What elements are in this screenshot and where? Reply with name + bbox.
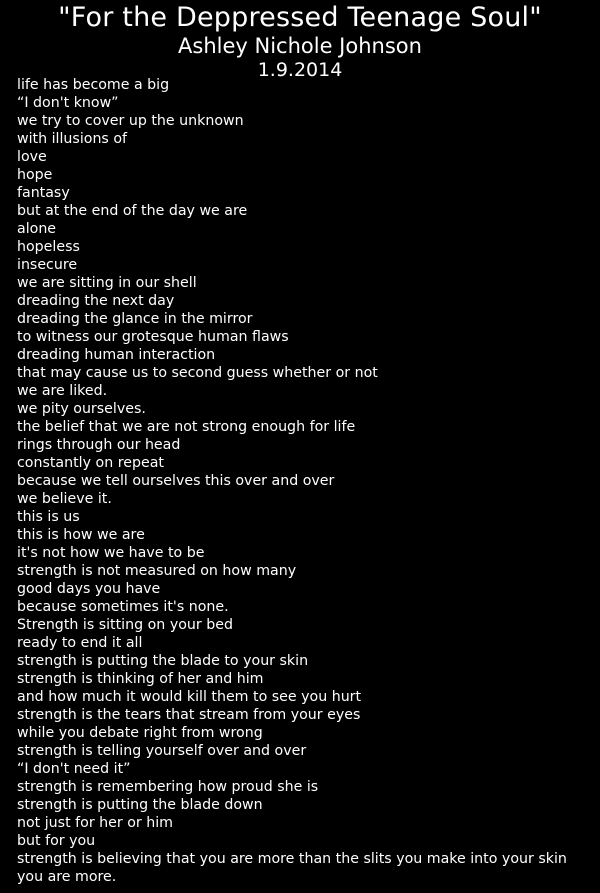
poem-line: the belief that we are not strong enough for life (17, 419, 356, 435)
poem-line: because we tell ourselves this over and over (17, 473, 335, 489)
poem-line: “I don't know” (17, 95, 119, 111)
poem-line: we pity ourselves. (17, 401, 146, 417)
poem-line: and how much it would kill them to see you hurt (17, 689, 362, 705)
poem-line: Strength is sitting on your bed (17, 617, 233, 633)
poem-line: good days you have (17, 581, 161, 597)
poem-line: because sometimes it's none. (17, 599, 229, 615)
poem-line: we try to cover up the unknown (17, 113, 244, 129)
poem-line: constantly on repeat (17, 455, 164, 471)
poem-line: that may cause us to second guess whether or not (17, 365, 378, 381)
poem-author: Ashley Nichole Johnson (178, 34, 422, 58)
poem-line: but at the end of the day we are (17, 203, 248, 219)
poem-line: this is how we are (17, 527, 145, 543)
poem-line: strength is not measured on how many (17, 563, 297, 579)
poem-line: with illusions of (17, 131, 128, 147)
poem-line: rings through our head (17, 437, 181, 453)
poem-line: it's not how we have to be (17, 545, 205, 561)
poem-line: to witness our grotesque human flaws (17, 329, 289, 345)
poem-header (0, 2, 600, 82)
poem-line: strength is putting the blade to your skin (17, 653, 309, 669)
poem-line: ready to end it all (17, 635, 143, 651)
poem-date: 1.9.2014 (257, 59, 343, 81)
poem-line: “I don't need it” (17, 761, 131, 777)
poem-line: this is us (17, 509, 80, 525)
poem-line: strength is remembering how proud she is (17, 779, 319, 795)
poem-line: strength is believing that you are more than the slits you make into your skin (17, 851, 567, 867)
poem-line: we are liked. (17, 383, 108, 399)
poem-line: fantasy (17, 185, 70, 201)
poem-line: but for you (17, 833, 96, 849)
poem-line: we believe it. (17, 491, 112, 507)
poem-line: strength is the tears that stream from your eyes (17, 707, 361, 723)
poem-line: strength is thinking of her and him (17, 671, 264, 687)
poem-line: love (17, 149, 47, 165)
poem-line: dreading the glance in the mirror (17, 311, 253, 327)
poem-line: strength is telling yourself over and over (17, 743, 307, 759)
poem-body (17, 76, 596, 886)
poem-line: strength is putting the blade down (17, 797, 263, 813)
poem-line: insecure (17, 257, 78, 273)
poem-line: alone (17, 221, 57, 237)
poem-line: while you debate right from wrong (17, 725, 263, 741)
poem-line: hopeless (17, 239, 80, 255)
poem-title: "For the Deppressed Teenage Soul" (58, 2, 542, 33)
poem-line: life has become a big (17, 77, 170, 93)
poem-line: hope (17, 167, 53, 183)
poem-line: not just for her or him (17, 815, 174, 831)
poem-line: you are more. (17, 869, 117, 885)
poem-line: dreading human interaction (17, 347, 216, 363)
poem-line: dreading the next day (17, 293, 175, 309)
poem-line: we are sitting in our shell (17, 275, 197, 291)
